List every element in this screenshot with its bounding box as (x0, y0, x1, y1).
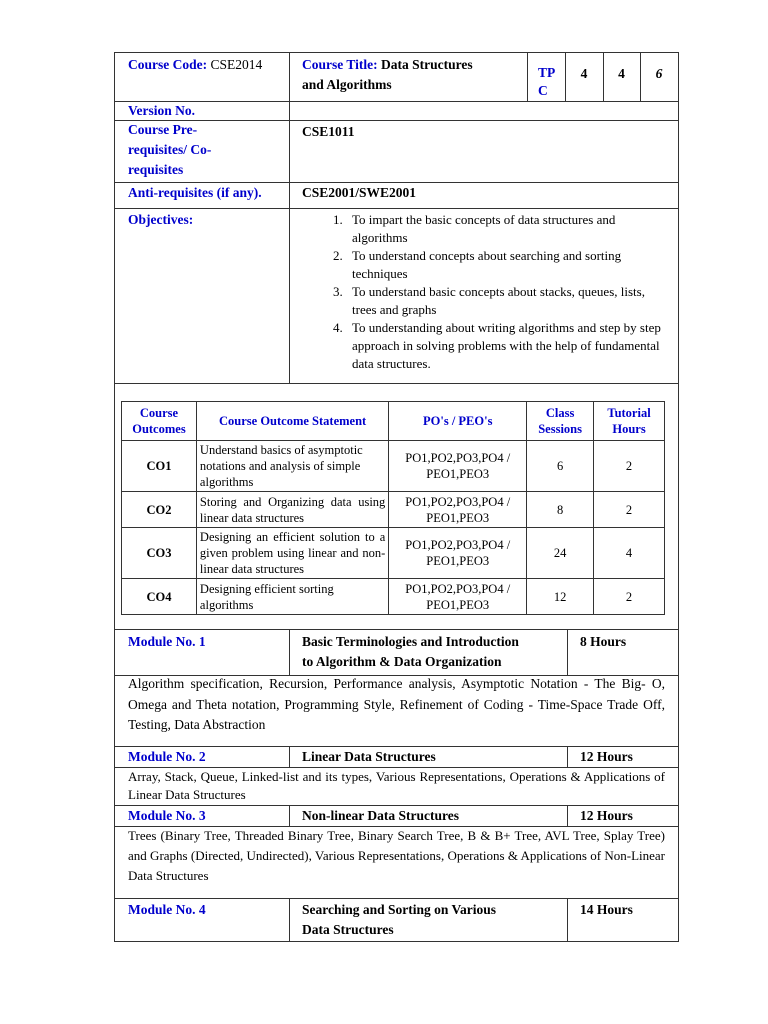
module-3-title: Non-linear Data Structures (302, 808, 459, 823)
course-title-value-2: and Algorithms (302, 77, 392, 92)
co-statement: Designing an efficient solution to a given problem using linear and non-linear data structures (196, 528, 388, 579)
module-3-hours: 12 Hours (580, 808, 633, 823)
prereq-label-line-1: Course Pre- (128, 122, 198, 137)
module-4-hours: 14 Hours (580, 902, 633, 917)
course-code-label: Course Code: (128, 57, 208, 72)
prereq-label (128, 120, 211, 180)
module-1-title-line-2: to Algorithm & Data Organization (302, 654, 502, 669)
prereq-label-line-2: requisites/ Co- (128, 142, 212, 157)
module-1-content: Algorithm specification, Recursion, Performance analysis, Asymptotic Notation - The Big- O, Omega and Theta notation, Programming Style, Refinement of Coding - Time-Space Trade Off, Testing, Data Abstraction (128, 676, 665, 732)
objectives-label: Objectives: (128, 212, 194, 227)
col-header-tutorial: Tutorial Hours (594, 402, 665, 441)
co-tutorial: 2 (594, 441, 665, 492)
co-po: PO1,PO2,PO3,PO4 / PEO1,PEO3 (389, 528, 527, 579)
module-4-title (302, 900, 564, 940)
co-sessions: 24 (527, 528, 594, 579)
co-id: CO2 (122, 492, 197, 528)
co-statement: Understand basics of asymptotic notations and analysis of simple algorithms (196, 441, 388, 492)
module-4-title-line-1: Searching and Sorting on Various (302, 902, 497, 917)
tpc-label-line-2: C (538, 83, 548, 98)
col-header-statement: Course Outcome Statement (196, 402, 388, 441)
table-row (122, 579, 665, 615)
prereq-label-line-3: requisites (128, 162, 184, 177)
course-title-value-1: Data Structures (381, 57, 473, 72)
co-tutorial: 2 (594, 579, 665, 615)
version-label: Version No. (128, 103, 196, 118)
antireq-value: CSE2001/SWE2001 (302, 185, 417, 200)
course-title-label: Course Title: (302, 57, 378, 72)
objective-item: 1. To impart the basic concepts of data structures and algorithms (346, 211, 662, 247)
co-statement: Designing efficient sorting algorithms (196, 579, 388, 615)
module-3-content: Trees (Binary Tree, Threaded Binary Tree, Binary Search Tree, B & B+ Tree, AVL Tree, Splay Tree) and Graphs (Directed, Undirected), Various Representations, Operations & Applications of Non-Linear Data Structures (128, 828, 665, 883)
co-id: CO4 (122, 579, 197, 615)
co-sessions: 8 (527, 492, 594, 528)
module-4-label: Module No. 4 (128, 902, 206, 917)
course-code (128, 55, 262, 75)
table-row (122, 528, 665, 579)
co-sessions: 12 (527, 579, 594, 615)
co-sessions: 6 (527, 441, 594, 492)
module-1-title-line-1: Basic Terminologies and Introduction (302, 634, 519, 649)
module-2-content: Array, Stack, Queue, Linked-list and its types, Various Representations, Operations & Applications of Linear Data Structures (128, 769, 665, 802)
module-2-hours: 12 Hours (580, 749, 633, 764)
module-4-title-line-2: Data Structures (302, 922, 394, 937)
module-1-hours: 8 Hours (580, 634, 627, 649)
module-2-label: Module No. 2 (128, 749, 206, 764)
course-title (302, 55, 524, 95)
objective-item: 3. To understand basic concepts about stacks, queues, lists, trees and graphs (346, 283, 662, 319)
module-2-title: Linear Data Structures (302, 749, 436, 764)
c-value: 6 (655, 66, 663, 81)
module-3-label: Module No. 3 (128, 808, 206, 823)
col-header-sessions: Class Sessions (527, 402, 594, 441)
t-value: 4 (580, 66, 588, 81)
antireq-label: Anti-requisites (if any). (128, 185, 262, 200)
table-row (122, 492, 665, 528)
col-header-po: PO's / PEO's (389, 402, 527, 441)
tpc-label (538, 64, 555, 100)
prereq-value: CSE1011 (302, 124, 355, 139)
co-po: PO1,PO2,PO3,PO4 / PEO1,PEO3 (389, 579, 527, 615)
course-code-value: CSE2014 (210, 57, 263, 72)
objectives-list (312, 211, 662, 373)
co-id: CO1 (122, 441, 197, 492)
course-outcomes-table (121, 401, 665, 615)
co-po: PO1,PO2,PO3,PO4 / PEO1,PEO3 (389, 441, 527, 492)
table-row (122, 441, 665, 492)
co-statement: Storing and Organizing data using linear data structures (196, 492, 388, 528)
co-tutorial: 2 (594, 492, 665, 528)
module-1-title (302, 632, 564, 672)
co-tutorial: 4 (594, 528, 665, 579)
p-value: 4 (618, 66, 625, 81)
tpc-label-line-1: TP (538, 65, 556, 80)
module-1-label: Module No. 1 (128, 634, 206, 649)
objective-item: 2. To understand concepts about searching and sorting techniques (346, 247, 662, 283)
co-id: CO3 (122, 528, 197, 579)
objective-item: 4. To understanding about writing algorithms and step by step approach in solving problems with the help of fundamental data structures. (346, 319, 662, 373)
co-po: PO1,PO2,PO3,PO4 / PEO1,PEO3 (389, 492, 527, 528)
col-header-outcomes: Course Outcomes (122, 402, 197, 441)
